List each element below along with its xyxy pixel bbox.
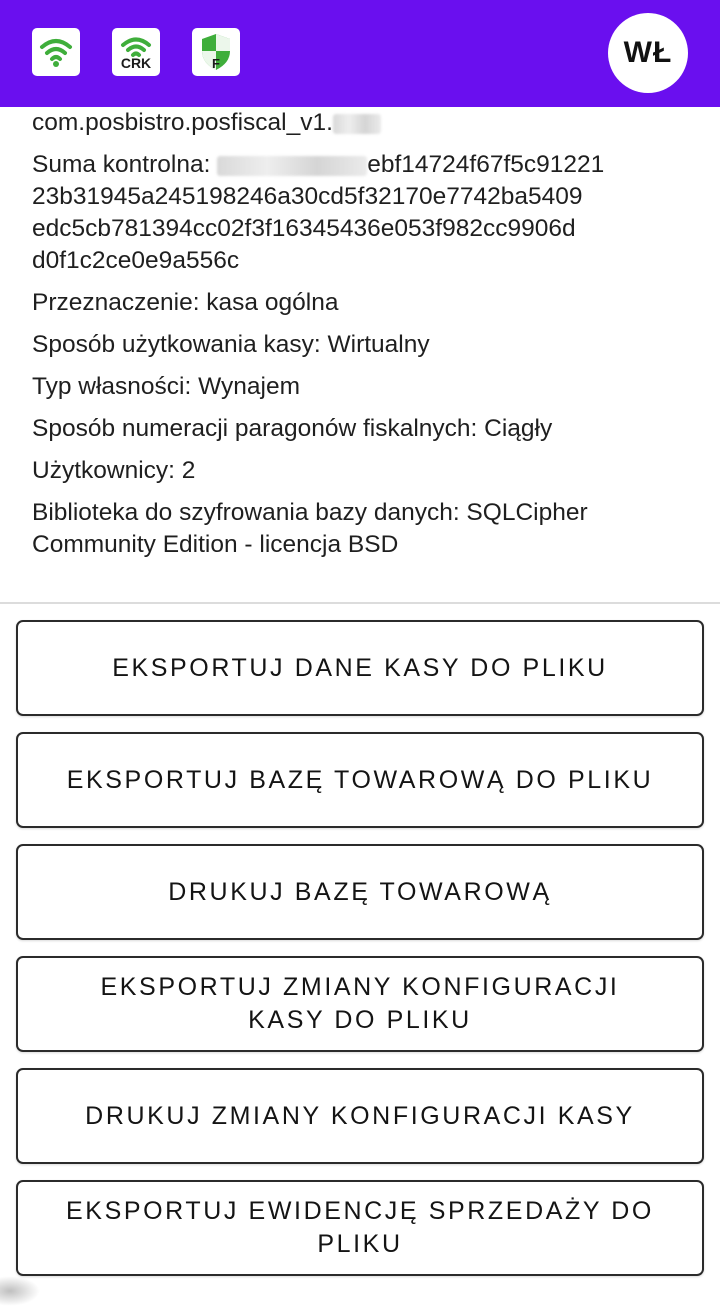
avatar[interactable]: WŁ (608, 13, 688, 93)
users-text: Użytkownicy: 2 (32, 457, 196, 484)
divider (0, 602, 720, 604)
usage-mode-text: Sposób użytkowania kasy: Wirtualny (32, 331, 430, 358)
export-product-db-button[interactable]: EKSPORTUJ BAZĘ TOWAROWĄ DO PLIKU (16, 732, 704, 828)
ownership-text: Typ własności: Wynajem (32, 373, 301, 400)
checksum-line-3: edc5cb781394cc02f3f16345436e053f982cc9906d (32, 215, 576, 242)
top-status-bar (0, 0, 720, 107)
checksum-tail: ebf14724f67f5c91221 (367, 151, 605, 178)
crk-label: CRK (120, 55, 152, 71)
receipt-numbering-text: Sposób numeracji paragonów fiskalnych: Ciągły (32, 415, 553, 442)
redacted-version (333, 114, 381, 134)
register-info (32, 107, 692, 561)
purpose-text: Przeznaczenie: kasa ogólna (32, 289, 339, 316)
export-sales-records-button[interactable]: EKSPORTUJ EWIDENCJĘ SPRZEDAŻY DO PLIKU (16, 1180, 704, 1276)
fiscal-shield-icon[interactable] (192, 28, 240, 76)
crk-wifi-icon[interactable] (112, 28, 160, 76)
export-register-data-button[interactable]: EKSPORTUJ DANE KASY DO PLIKU (16, 620, 704, 716)
checksum-line-4: d0f1c2ce0e9a556c (32, 247, 240, 274)
fiscal-label: F (212, 56, 220, 71)
checksum-label: Suma kontrolna: (32, 151, 211, 178)
print-product-db-button[interactable]: DRUKUJ BAZĘ TOWAROWĄ (16, 844, 704, 940)
package-line (32, 107, 692, 139)
wifi-icon[interactable] (32, 28, 80, 76)
encryption-library-text: Biblioteka do szyfrowania bazy danych: SQLCipher Community Edition - licencja BSD (32, 499, 588, 558)
checksum-line-2: 23b31945a245198246a30cd5f32170e7742ba5409 (32, 183, 583, 210)
checksum-line (32, 149, 692, 181)
scroll-shadow (0, 1276, 40, 1306)
redacted-checksum-prefix (217, 156, 367, 176)
print-config-changes-button[interactable]: DRUKUJ ZMIANY KONFIGURACJI KASY (16, 1068, 704, 1164)
package-name: com.posbistro.posfiscal_v1. (32, 109, 333, 136)
export-config-changes-button[interactable]: EKSPORTUJ ZMIANY KONFIGURACJI KASY DO PLIKU (16, 956, 704, 1052)
